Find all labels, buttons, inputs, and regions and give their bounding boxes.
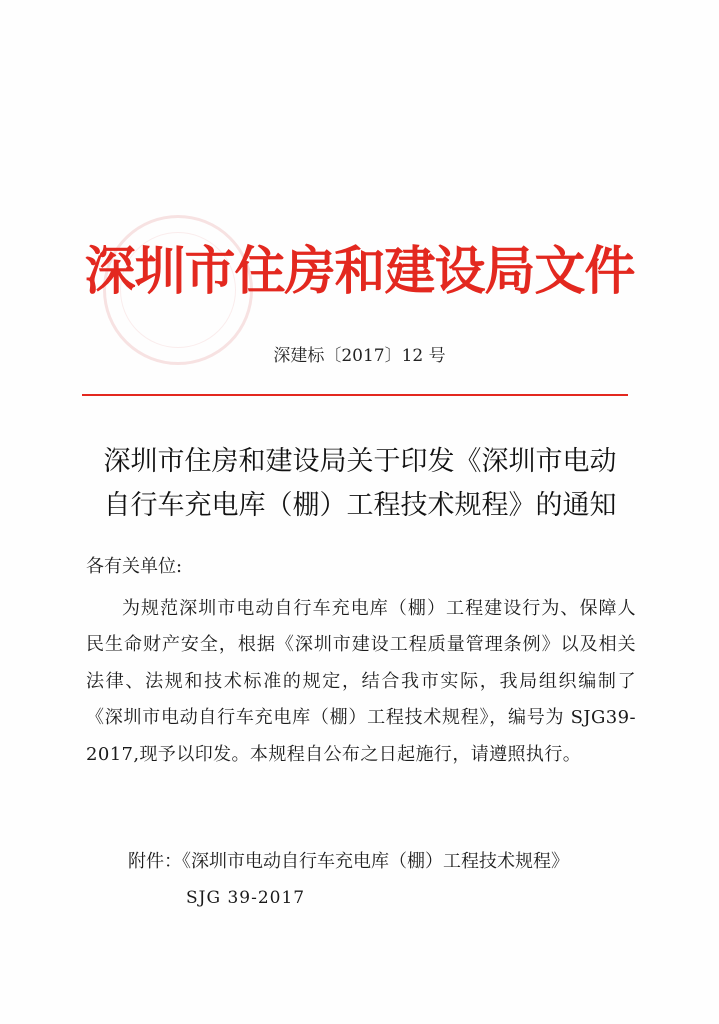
- notice-title-line-2: 自行车充电库（棚）工程技术规程》的通知: [103, 490, 617, 521]
- issuing-authority-header: 深圳市住房和建设局文件: [84, 242, 635, 302]
- notice-title: [70, 440, 650, 528]
- body-paragraph: 为规范深圳市电动自行车充电库（棚）工程建设行为、保障人民生命财产安全，根据《深圳市建设工程质量管理条例》以及相关法律、法规和技术标准的规定，结合我市实际，我局组织编制了《深圳市电动自行车充电库（棚）工程技术规程》，编号为 SJG39-2017,现予以印发。本规程自公布之日起施行，请遵照执行。: [86, 598, 636, 765]
- document-number: 深建标〔2017〕12 号: [273, 346, 446, 366]
- red-divider-line: [82, 394, 628, 396]
- attachment-line: 附件：《深圳市电动自行车充电库（棚）工程技术规程》: [128, 851, 569, 872]
- attachment-code: SJG 39-2017: [186, 888, 306, 908]
- salutation: 各有关单位:: [86, 556, 183, 577]
- notice-title-line-1: 深圳市住房和建设局关于印发《深圳市电动: [103, 446, 617, 477]
